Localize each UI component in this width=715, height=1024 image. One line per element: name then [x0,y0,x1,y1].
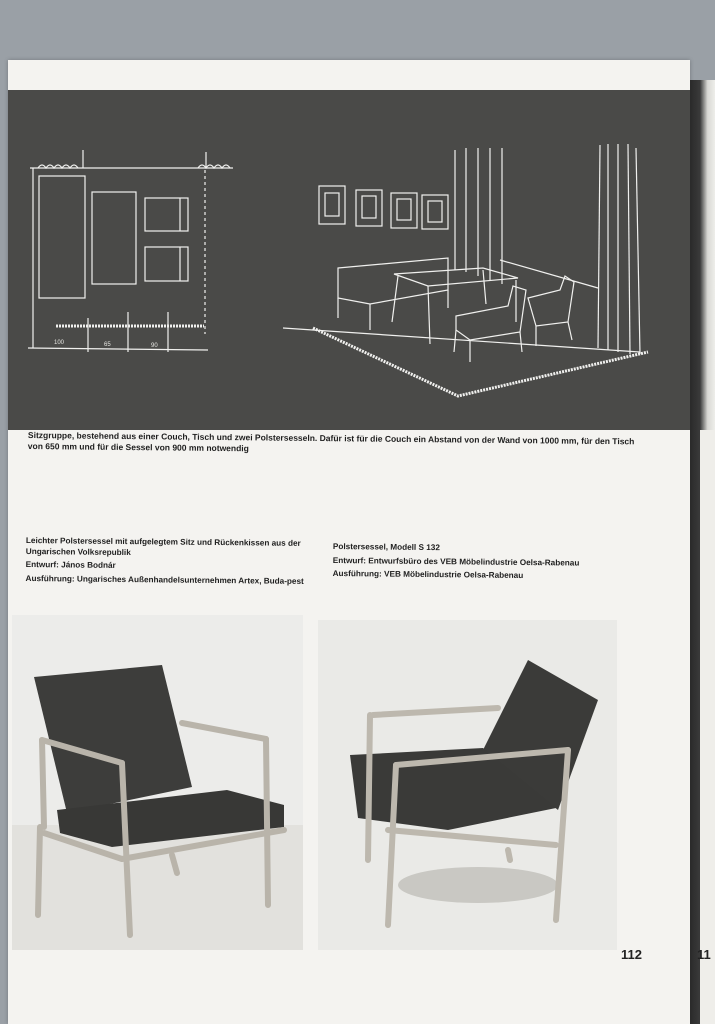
facing-page-number: 11 [697,947,711,962]
right-chair-shadow [398,867,558,903]
wall-frame-3 [391,193,417,228]
wall-frame-1 [319,186,345,224]
left-item-title: Leichter Polstersessel mit aufgelegtem Sitz und Rückenkissen aus der Ungarischen Volksrepublik [25,536,301,557]
plan-window-bottom [145,247,188,281]
left-item-production: Ausführung: Ungarisches Außenhandelsunternehmen Artex, Buda-pest [25,573,304,586]
plan-cabinet [39,176,85,298]
dimension-1: 100 [54,340,65,346]
perspective-chair-2 [528,276,574,326]
right-item-title: Polstersessel, Modell S 132 [332,542,440,553]
drawing-caption: Sitzgruppe, bestehend aus einer Couch, Tisch und zwei Polstersesseln. Dafür ist für die Couch ein Abstand von der Wand von 1000 mm, für den Tisch von 650 mm und für die Sessel von 900 mm notwendig [27,430,635,454]
right-item-text [333,542,623,586]
left-item-design: Entwurf: János Bodnár [25,559,116,570]
photo-right-armchair [318,620,617,950]
dimension-3: 90 [151,343,158,349]
plan-window-large [92,192,136,284]
page-number: 112 [621,947,642,962]
dimension-2: 65 [104,342,111,348]
room-layout-drawing [8,90,690,430]
wall-frame-2 [356,190,382,226]
photo-left-armchair [12,615,303,950]
plan-window-top [145,198,188,231]
table [394,268,518,286]
left-item-text [25,536,313,590]
couch [338,258,448,304]
right-item-design: Entwurf: Entwurfsbüro des VEB Möbelindustrie Oelsa-Rabenau [332,555,580,568]
right-item-production: Ausführung: VEB Möbelindustrie Oelsa-Rabenau [332,568,524,580]
facing-page-edge [700,430,715,1024]
wall-frame-4 [422,195,448,229]
drawing-svg [8,90,690,430]
